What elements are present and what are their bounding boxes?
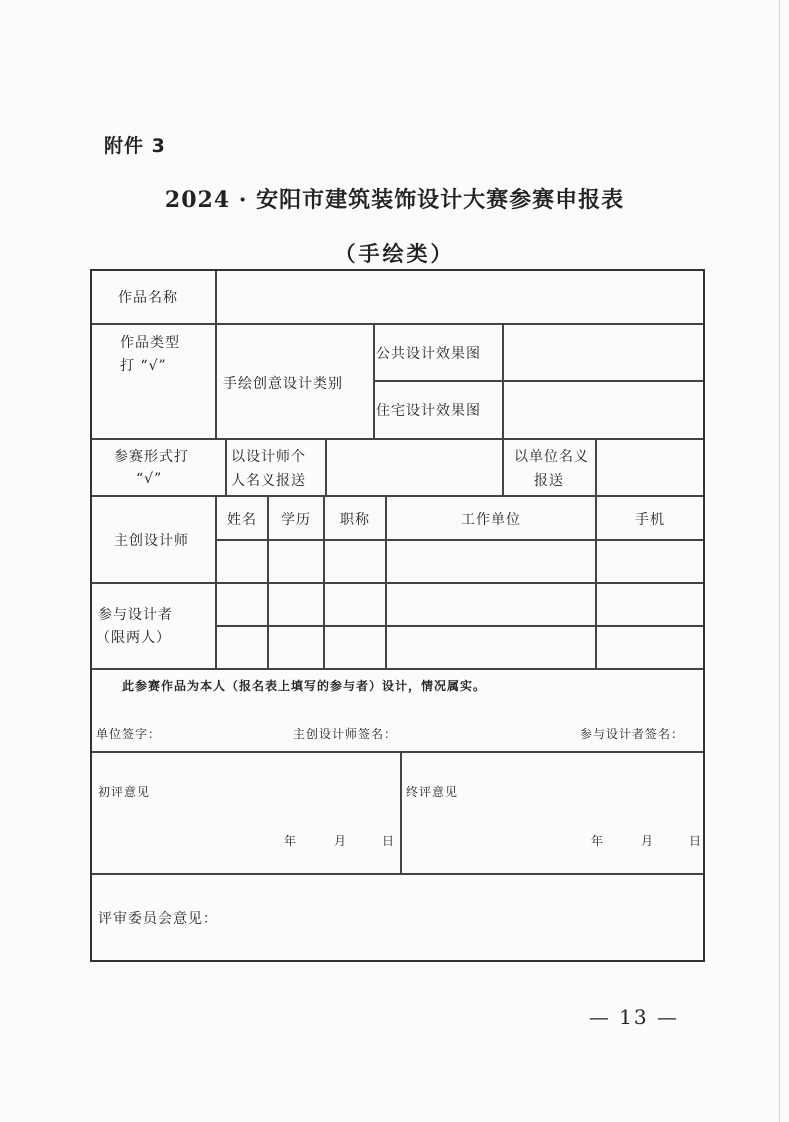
- initial-review-day: 日: [382, 834, 396, 848]
- entry-individual-label-2: 人名义报送: [231, 473, 306, 489]
- column-header-name: 姓名: [227, 512, 257, 528]
- row-divider: [92, 751, 703, 753]
- initial-review-year: 年: [284, 834, 298, 848]
- declaration-text: 此参赛作品为本人（报名表上填写的参与者）设计，情况属实。: [122, 679, 487, 693]
- application-form-table: [90, 269, 705, 962]
- col-divider: [225, 438, 227, 495]
- committee-opinion-label: 评审委员会意见：: [98, 911, 218, 927]
- public-design-checkbox[interactable]: [504, 325, 703, 380]
- entry-unit-label-2: 报送: [534, 473, 564, 489]
- residential-design-checkbox[interactable]: [504, 382, 703, 438]
- work-type-option-residential: 住宅设计效果图: [376, 403, 481, 419]
- final-review-day: 日: [689, 834, 703, 848]
- work-name-field[interactable]: [217, 271, 703, 323]
- entry-form-label: 参赛形式打: [114, 449, 189, 465]
- row-divider: [92, 668, 703, 670]
- final-review-label: 终评意见: [406, 785, 459, 799]
- work-name-label: 作品名称: [118, 290, 178, 306]
- entry-individual-label: 以设计师个: [231, 449, 306, 465]
- unit-signature-label: 单位签字：: [96, 727, 162, 741]
- final-review-month: 月: [641, 834, 655, 848]
- participants-label: 参与设计者: [98, 607, 173, 623]
- row-divider: [92, 495, 703, 497]
- column-header-education: 学历: [281, 512, 311, 528]
- col-divider: [373, 323, 375, 438]
- page-edge: [779, 0, 780, 1122]
- row-divider: [216, 539, 703, 541]
- page-number: — 13 —: [588, 1005, 679, 1029]
- entry-unit-label: 以单位名义: [514, 449, 589, 465]
- unit-checkbox[interactable]: [597, 440, 703, 495]
- initial-review-month: 月: [334, 834, 348, 848]
- col-divider: [502, 438, 504, 495]
- attachment-label: 附件 3: [104, 135, 166, 157]
- row-divider: [216, 625, 703, 627]
- entry-form-check-hint: “√”: [136, 471, 163, 487]
- column-header-title: 职称: [340, 512, 370, 528]
- col-divider: [400, 751, 402, 873]
- work-type-category: 手绘创意设计类别: [223, 376, 343, 392]
- participants-limit: （限两人）: [96, 630, 171, 646]
- participants-signature-label: 参与设计者签名：: [580, 727, 685, 741]
- row-divider: [92, 873, 703, 875]
- row-divider: [92, 582, 703, 584]
- final-review-year: 年: [591, 834, 605, 848]
- work-type-option-public: 公共设计效果图: [376, 346, 481, 362]
- work-type-label: 作品类型: [120, 335, 180, 351]
- column-header-phone: 手机: [635, 512, 665, 528]
- form-subtitle: （手绘类）: [334, 241, 455, 266]
- column-header-employer: 工作单位: [461, 512, 521, 528]
- individual-checkbox[interactable]: [327, 440, 502, 495]
- work-type-check-hint: 打 “√”: [120, 358, 167, 374]
- lead-designer-label: 主创设计师: [114, 533, 189, 549]
- lead-designer-signature-label: 主创设计师签名：: [293, 727, 398, 741]
- initial-review-label: 初评意见: [98, 785, 151, 799]
- form-title: 2024 · 安阳市建筑装饰设计大赛参赛申报表: [164, 187, 625, 213]
